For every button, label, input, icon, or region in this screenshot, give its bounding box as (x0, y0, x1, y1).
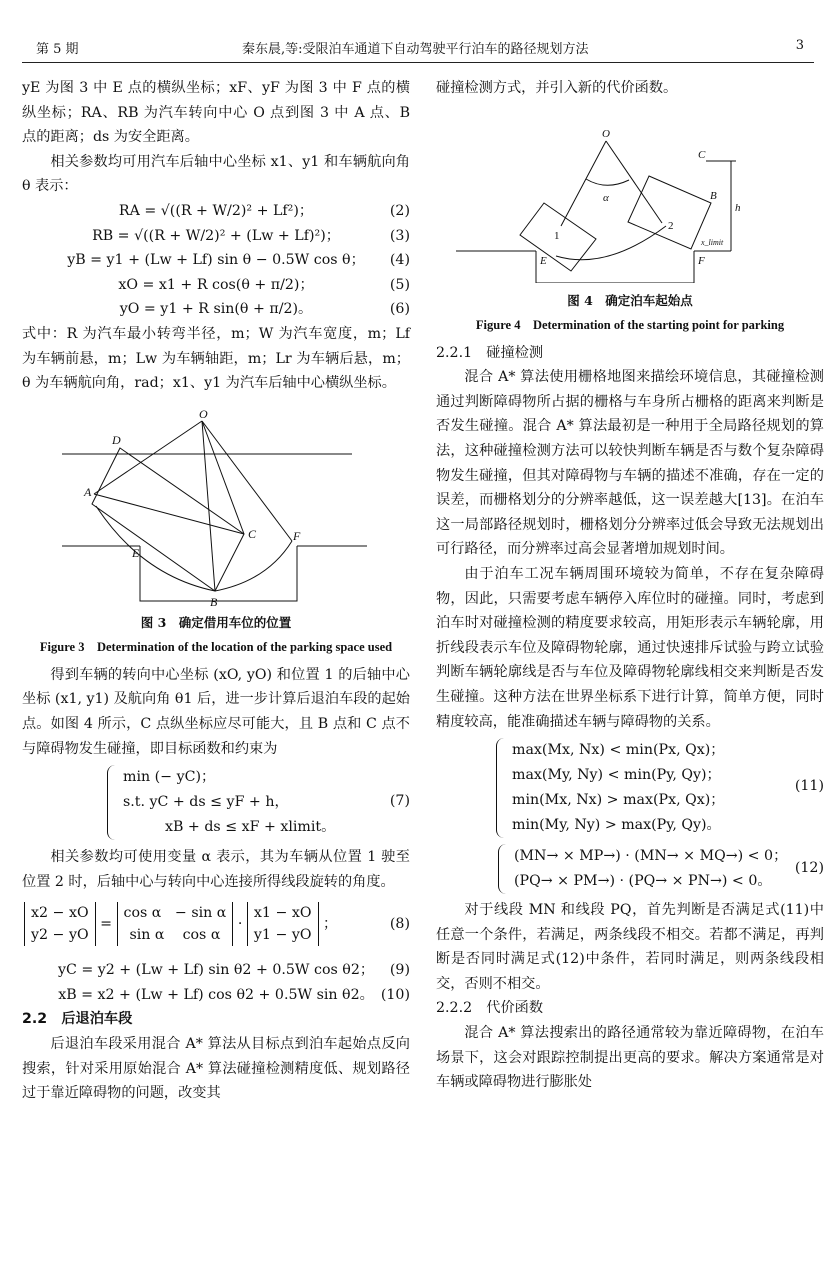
equation-6: yO = y1 + R sin(θ + π/2)。 (6) (119, 301, 410, 318)
figure-label: x_limit (701, 237, 724, 247)
equation-9: yC = y2 + (Lw + Lf) sin θ2 + 0.5W cos θ2； (9) (57, 962, 410, 979)
paragraph: 混合 A* 算法搜索出的路径通常较为靠近障碍物，在泊车场景下，这会对跟踪控制提出更高的要求。解决方案通常是对车辆或障碍物进行膨胀处 (436, 1025, 824, 1091)
figure-label: D (112, 432, 121, 447)
figure-3 (22, 406, 410, 611)
figure-label: E (540, 254, 547, 267)
figure-label: 1 (554, 229, 560, 242)
issue-number: 第 5 期 (36, 42, 79, 57)
equation-10: xB = x2 + (Lw + Lf) cos θ2 + 0.5W sin θ2。 (10) (58, 986, 410, 1003)
paragraph: 得到车辆的转向中心坐标 (xO, yO) 和位置 1 的后轴中心坐标 (x1, y1) 及航向角 θ1 后，进一步计算后退泊车段的起始点。如图 4 所示，C 点纵坐标应尽可能大，且 B 点和 C 点不与障碍物发生碰撞，即目标函数和约束为 (22, 666, 410, 757)
figure-label: B (210, 594, 218, 609)
paragraph: 式中：R 为汽车最小转弯半径，m；W 为汽车宽度，m；Lf 为车辆前悬，m；Lw 为车辆轴距，m；Lr 为车辆后悬，m；θ 为车辆航向角，rad；x1、y1 为汽车后轴中心横纵坐标。 (22, 325, 410, 392)
paragraph: 对于线段 MN 和线段 PQ，首先判断是否满足式(11)中任意一个条件，若满足，两条线段不相交。若都不满足，再判断是否同时满足式(12)中条件，若同时满足，则两条线段相交，否则不相交。 (436, 902, 824, 992)
equation-2: RA = √((R + W/2)² + Lf²)； (2) (118, 202, 410, 219)
figure-4-caption-cn: 图 4 确定泊车起始点 (567, 292, 693, 308)
figure-3-caption-en: Figure 3 Determination of the location of the parking space used (39, 639, 393, 654)
paragraph: 相关参数均可使用变量 α 表示，其为车辆从位置 1 驶至位置 2 时，后轴中心与转向中心连接所得线段旋转的角度。 (22, 849, 410, 890)
figure-label: C (248, 526, 257, 541)
figure-label: h (735, 201, 741, 214)
paragraph: 相关参数均可用汽车后轴中心坐标 x1、y1 和车辆航向角 θ 表示： (22, 153, 410, 195)
figure-label: E (132, 545, 140, 560)
figure-4 (436, 101, 824, 283)
equation-4: yB = y1 + (Lw + Lf) sin θ − 0.5W cos θ； (4) (67, 252, 410, 269)
running-header (22, 38, 814, 60)
paragraph: 混合 A* 算法使用栅格地图来描绘环境信息，其碰撞检测通过判断障碍物所占据的栅格与车身所占栅格的距离来判断是否发生碰撞。混合 A* 算法最初是一种用于全局路径规划的算法，这种碰撞检测方法可以较快判断车辆是否与数个复杂障碍物发生碰撞，但其对障碍物与车辆的描述不准确，存在一定的误差，而栅格划分的分辨率越低，这一误差越大[13]。在泊车这一局部路径规划时，栅格划分分辨率过低会导致无法规划出可行路径，而分辨率过高会显著增加规划时间。 (436, 369, 824, 558)
right-column (436, 76, 824, 1095)
left-column (22, 76, 410, 1106)
paragraph: yE 为图 3 中 E 点的横纵坐标；xF、yF 为图 3 中 F 点的横纵坐标；RA、RB 为汽车转向中心 O 点到图 3 中 A 点、B 点的距离；ds 为安全距离。 (22, 80, 410, 146)
figure-label: 2 (668, 219, 674, 232)
paragraph: 由于泊车工况车辆周围环境较为简单，不存在复杂障碍物，因此，只需要考虑车辆停入库位时的碰撞。同时，考虑到泊车时对碰撞检测的精度要求较高，用矩形表示车辆轮廓，用折线段表示车位及障碍物轮廓，通过快速排斥试验与跨立试验判断车辆轮廓线是否与车位及障碍物轮廓线相交来判断是否发生碰撞。这种方法在世界坐标系下进行计算，简单方便，同时精度较高，能准确描述车辆与障碍物的关系。 (436, 565, 824, 730)
equation-8: x2 − xO y2 − yO = cos α − sin α sin α cos α · x1 − xO y1 − yO ； (8) (22, 898, 410, 954)
header-rule (22, 62, 814, 63)
figure-4-diagram (436, 101, 824, 283)
equation-11: max(Mx, Nx) < min(Px, Qx)； max(My, Ny) < min(Py, Qy)； min(Mx, Nx) > max(Px, Qx)； min(My, Ny) > max(Py, Qy)。 (11) (436, 736, 824, 842)
figure-3-diagram (22, 406, 410, 611)
figure-label: α (603, 191, 609, 204)
figure-label: A (84, 484, 92, 499)
figure-label: F (293, 528, 301, 543)
figure-label: C (698, 148, 706, 161)
paragraph: 碰撞检测方式，并引入新的代价函数。 (436, 80, 678, 96)
paragraph: 后退泊车段采用混合 A* 算法从目标点到泊车起始点反向搜索，针对采用原始混合 A* 算法碰撞检测精度低、规划路径过于靠近障碍物的问题，改变其 (22, 1036, 410, 1102)
equation-12: (MN→ × MP→) · (MN→ × MQ→) < 0； (PQ→ × PM→) · (PQ→ × PN→) < 0。 (12) (436, 842, 824, 898)
figure-label: B (710, 189, 717, 202)
equation-3: RB = √((R + W/2)² + (Lw + Lf)²)； (3) (92, 227, 410, 244)
figure-3-caption-cn: 图 3 确定借用车位的位置 (140, 614, 292, 630)
subsection-heading: 2.2.1 碰撞检测 (436, 344, 544, 361)
section-heading: 2.2 后退泊车段 (22, 1011, 133, 1028)
figure-label: O (602, 127, 610, 140)
figure-label: O (199, 406, 208, 421)
equation-7: min (− yC)； s.t. yC + ds ≤ yF + h， xB + ds ≤ xF + xlimit。 (7) (22, 763, 410, 843)
page-number: 3 (795, 38, 804, 53)
figure-4-caption-en: Figure 4 Determination of the starting point for parking (475, 317, 785, 332)
figure-label: F (698, 254, 705, 267)
running-title: 秦东晨,等:受限泊车通道下自动驾驶平行泊车的路径规划方法 (242, 42, 589, 57)
equation-5: xO = x1 + R cos(θ + π/2)； (5) (118, 276, 410, 293)
subsection-heading: 2.2.2 代价函数 (436, 1000, 544, 1017)
